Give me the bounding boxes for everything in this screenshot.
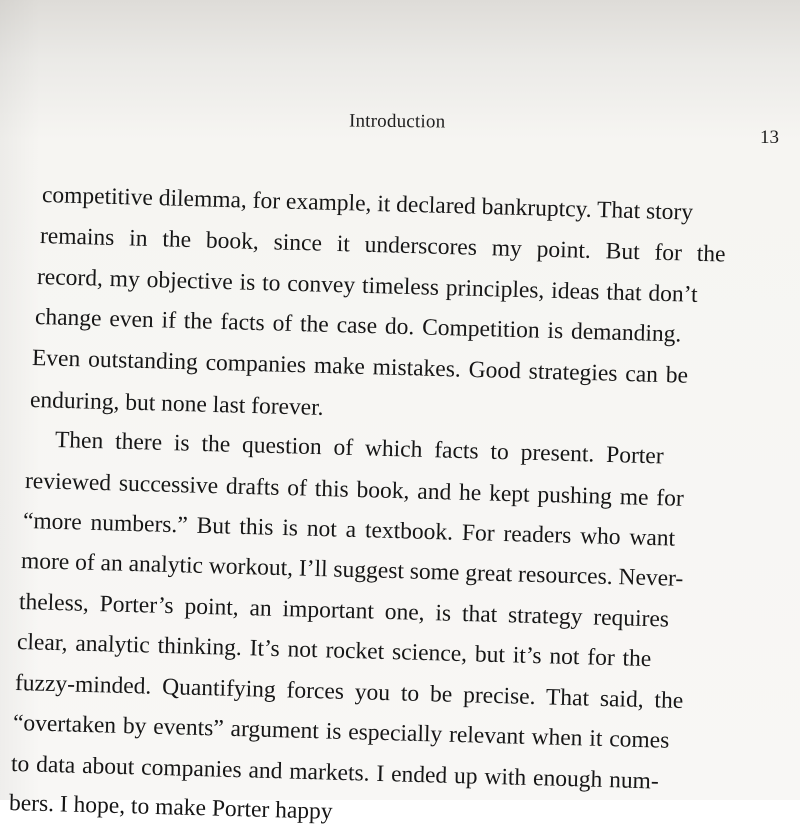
body-line: competitive dilemma, for example, it declared bankruptcy. That story: [41, 182, 694, 226]
body-line: clear, analytic thinking. It’s not rocket science, but it’s not for the: [16, 629, 652, 673]
body-line: bers. I hope, to make Porter happy: [8, 790, 333, 825]
page-number: 13: [760, 127, 779, 148]
body-line: fuzzy-minded. Quantifying forces you to be precise. That said, the: [14, 670, 684, 715]
body-line: to data about companies and markets. I ended up with enough num-: [10, 751, 660, 795]
body-line: reviewed successive drafts of this book, and he kept pushing me for: [24, 468, 685, 512]
body-line: change even if the facts of the case do. Competition is demanding.: [34, 304, 682, 348]
body-line: “overtaken by events” argument is especially relevant when it comes: [12, 710, 670, 754]
body-line: record, my objective is to convey timeless principles, ideas that don’t: [36, 264, 698, 308]
body-line: Then there is the question of which facts to present. Porter: [54, 427, 664, 470]
running-head-title: Introduction: [348, 110, 446, 133]
body-line: more of an analytic workout, I’ll suggest some great resources. Never-: [20, 548, 684, 592]
body-line: theless, Porter’s point, an important one, is that strategy requires: [18, 589, 670, 633]
body-line: Even outstanding companies make mistakes. Good strategies can be: [31, 345, 689, 389]
body-line: remains in the book, since it underscores my point. But for the: [39, 223, 726, 268]
body-line: “more numbers.” But this is not a textbook. For readers who want: [22, 508, 676, 552]
body-line: enduring, but none last forever.: [29, 387, 324, 421]
